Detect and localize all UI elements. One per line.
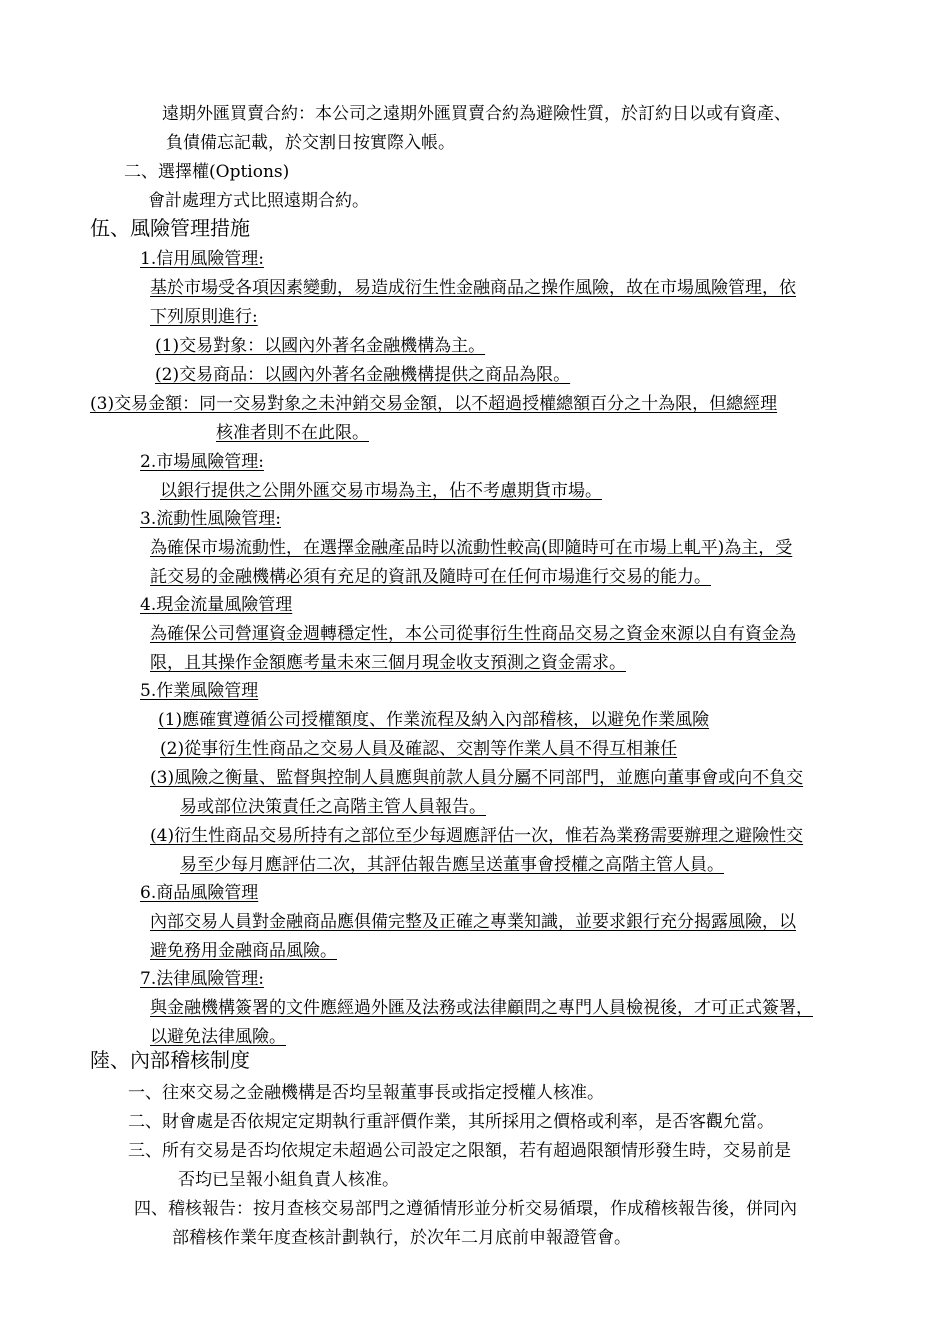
- audit-item-1: 一、往來交易之金融機構是否均呈報董事長或指定授權人核准。: [128, 1083, 604, 1103]
- operational-risk-item-2: (2)從事衍生性商品之交易人員及確認、交割等作業人員不得互相兼任: [160, 739, 678, 759]
- section-heading-internal-audit: 陸、內部稽核制度: [90, 1048, 250, 1072]
- credit-risk-item-2: (2)交易商品：以國內外著名金融機構提供之商品為限。: [155, 365, 571, 385]
- legal-risk-text-1: 與金融機構簽署的文件應經過外匯及法務或法律顧問之專門人員檢視後，才可正式簽署，: [150, 998, 813, 1018]
- product-risk-text-1: 內部交易人員對金融商品應俱備完整及正確之專業知識，並要求銀行充分揭露風險，以: [150, 912, 796, 932]
- audit-item-3: 三、所有交易是否均依規定未超過公司設定之限額，若有超過限額情形發生時，交易前是: [128, 1141, 791, 1161]
- market-risk-heading: 2.市場風險管理:: [140, 452, 264, 472]
- credit-risk-item-1: (1)交易對象：以國內外著名金融機構為主。: [155, 336, 486, 356]
- credit-risk-heading: 1.信用風險管理:: [140, 249, 264, 269]
- forward-contract-line-1: 遠期外匯買賣合約：本公司之遠期外匯買賣合約為避險性質，於訂約日以或有資產、: [162, 104, 791, 124]
- operational-risk-item-4-cont: 易至少每月應評估二次，其評估報告應呈送董事會授權之高階主管人員。: [180, 855, 724, 875]
- credit-risk-text-2: 下列原則進行:: [150, 307, 258, 327]
- liquidity-risk-text-1: 為確保市場流動性，在選擇金融產品時以流動性較高(即隨時可在市場上軋平)為主，受: [150, 538, 793, 558]
- liquidity-risk-heading: 3.流動性風險管理:: [140, 509, 281, 529]
- operational-risk-heading: 5.作業風險管理: [140, 681, 259, 701]
- credit-risk-item-3: (3)交易金額：同一交易對象之未沖銷交易金額，以不超過授權總額百分之十為限，但總經理: [90, 394, 778, 414]
- product-risk-text-2: 避免務用金融商品風險。: [150, 941, 337, 961]
- legal-risk-text-2: 以避免法律風險。: [150, 1027, 286, 1047]
- credit-risk-text-1: 基於市場受各項因素變動，易造成衍生性金融商品之操作風險，故在市場風險管理，依: [150, 278, 796, 298]
- forward-contract-line-2: 負債備忘記載，於交割日按實際入帳。: [166, 133, 455, 153]
- operational-risk-item-3-cont: 易或部位決策責任之高階主管人員報告。: [180, 797, 486, 817]
- market-risk-text: 以銀行提供之公開外匯交易市場為主，佔不考慮期貨市場。: [160, 481, 602, 501]
- audit-item-4: 四、稽核報告：按月查核交易部門之遵循情形並分析交易循環，作成稽核報告後，併同內: [134, 1199, 797, 1219]
- legal-risk-heading: 7.法律風險管理:: [140, 969, 264, 989]
- audit-item-4-cont: 部稽核作業年度查核計劃執行，於次年二月底前申報證管會。: [172, 1228, 631, 1248]
- operational-risk-item-4: (4)衍生性商品交易所持有之部位至少每週應評估一次，惟若為業務需要辦理之避險性交: [150, 826, 804, 846]
- liquidity-risk-text-2: 託交易的金融機構必須有充足的資訊及隨時可在任何市場進行交易的能力。: [150, 567, 711, 587]
- audit-item-2: 二、財會處是否依規定定期執行重評價作業，其所採用之價格或利率，是否客觀允當。: [128, 1112, 774, 1132]
- operational-risk-item-1: (1)應確實遵循公司授權額度、作業流程及納入內部稽核，以避免作業風險: [158, 710, 710, 730]
- cashflow-risk-text-1: 為確保公司營運資金週轉穩定性，本公司從事衍生性商品交易之資金來源以自有資金為: [150, 624, 796, 644]
- options-text: 會計處理方式比照遠期合約。: [148, 191, 369, 211]
- cashflow-risk-text-2: 限，且其操作金額應考量未來三個月現金收支預測之資金需求。: [150, 653, 626, 673]
- section-heading-risk-management: 伍、風險管理措施: [90, 216, 250, 240]
- product-risk-heading: 6.商品風險管理: [140, 883, 259, 903]
- operational-risk-item-3: (3)風險之衡量、監督與控制人員應與前款人員分屬不同部門，並應向董事會或向不負交: [150, 768, 804, 788]
- audit-item-3-cont: 否均已呈報小組負責人核准。: [178, 1170, 399, 1190]
- cashflow-risk-heading: 4.現金流量風險管理: [140, 595, 293, 615]
- credit-risk-item-3-cont: 核准者則不在此限。: [216, 423, 369, 443]
- options-heading: 二、選擇權(Options): [124, 162, 290, 182]
